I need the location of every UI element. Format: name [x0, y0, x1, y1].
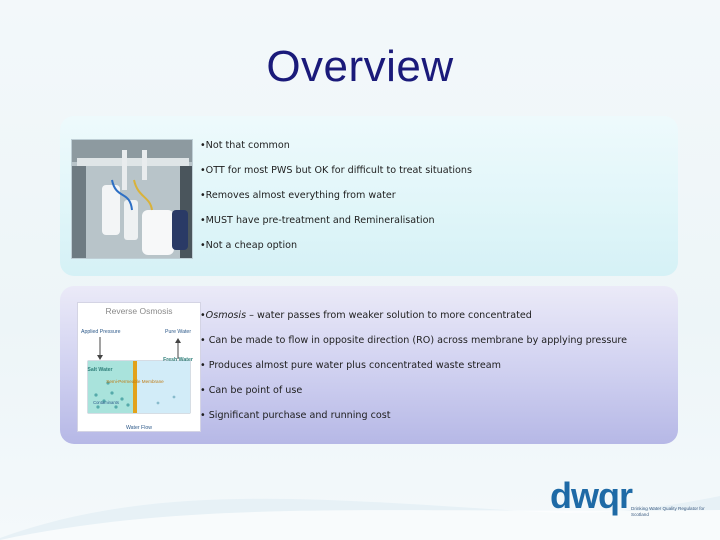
bullet-item: •Removes almost everything from water: [200, 190, 396, 201]
bullet-item: • Can be made to flow in opposite direction (RO) across membrane by applying pressure: [200, 335, 628, 346]
water-flow-label: Water Flow: [125, 425, 153, 431]
osmosis-bullet-list: [200, 310, 627, 435]
osmosis-definition: – water passes from weaker solution to more concentrated: [246, 310, 532, 321]
slide-title: Overview: [266, 42, 454, 91]
contaminants-label: Contaminants: [93, 400, 119, 405]
diagram-title: Reverse Osmosis: [105, 306, 173, 316]
bullet-item: •Not a cheap option: [200, 240, 298, 251]
bullet-item: •Not that common: [200, 140, 290, 151]
logo-tagline: Drinking Water Quality Regulator for Scotland: [631, 506, 705, 517]
bullet-item: • Produces almost pure water plus concentrated waste stream: [200, 360, 501, 371]
bullet-prefix: •: [200, 310, 206, 321]
overview-bullet-list: [200, 140, 472, 265]
membrane-label: Semi-Permeable Membrane: [106, 379, 164, 384]
bullet-item: • Significant purchase and running cost: [200, 410, 391, 421]
salt-water-label: Salt Water: [87, 367, 113, 373]
dwqr-logo: dwqr: [550, 475, 632, 516]
bullet-item: •MUST have pre-treatment and Remineralisation: [200, 215, 435, 226]
reverse-osmosis-diagram: [77, 302, 201, 432]
fresh-water-label: Fresh Water: [163, 357, 193, 363]
applied-pressure-label: Applied Pressure: [81, 329, 121, 335]
bullet-item-osmosis: [200, 310, 627, 335]
under-sink-ro-photo: [71, 139, 193, 259]
bullet-item: •OTT for most PWS but OK for difficult to treat situations: [200, 165, 472, 176]
pure-water-label: Pure Water: [165, 329, 192, 335]
bullet-item: • Can be point of use: [200, 385, 303, 396]
osmosis-term: Osmosis: [205, 310, 247, 321]
